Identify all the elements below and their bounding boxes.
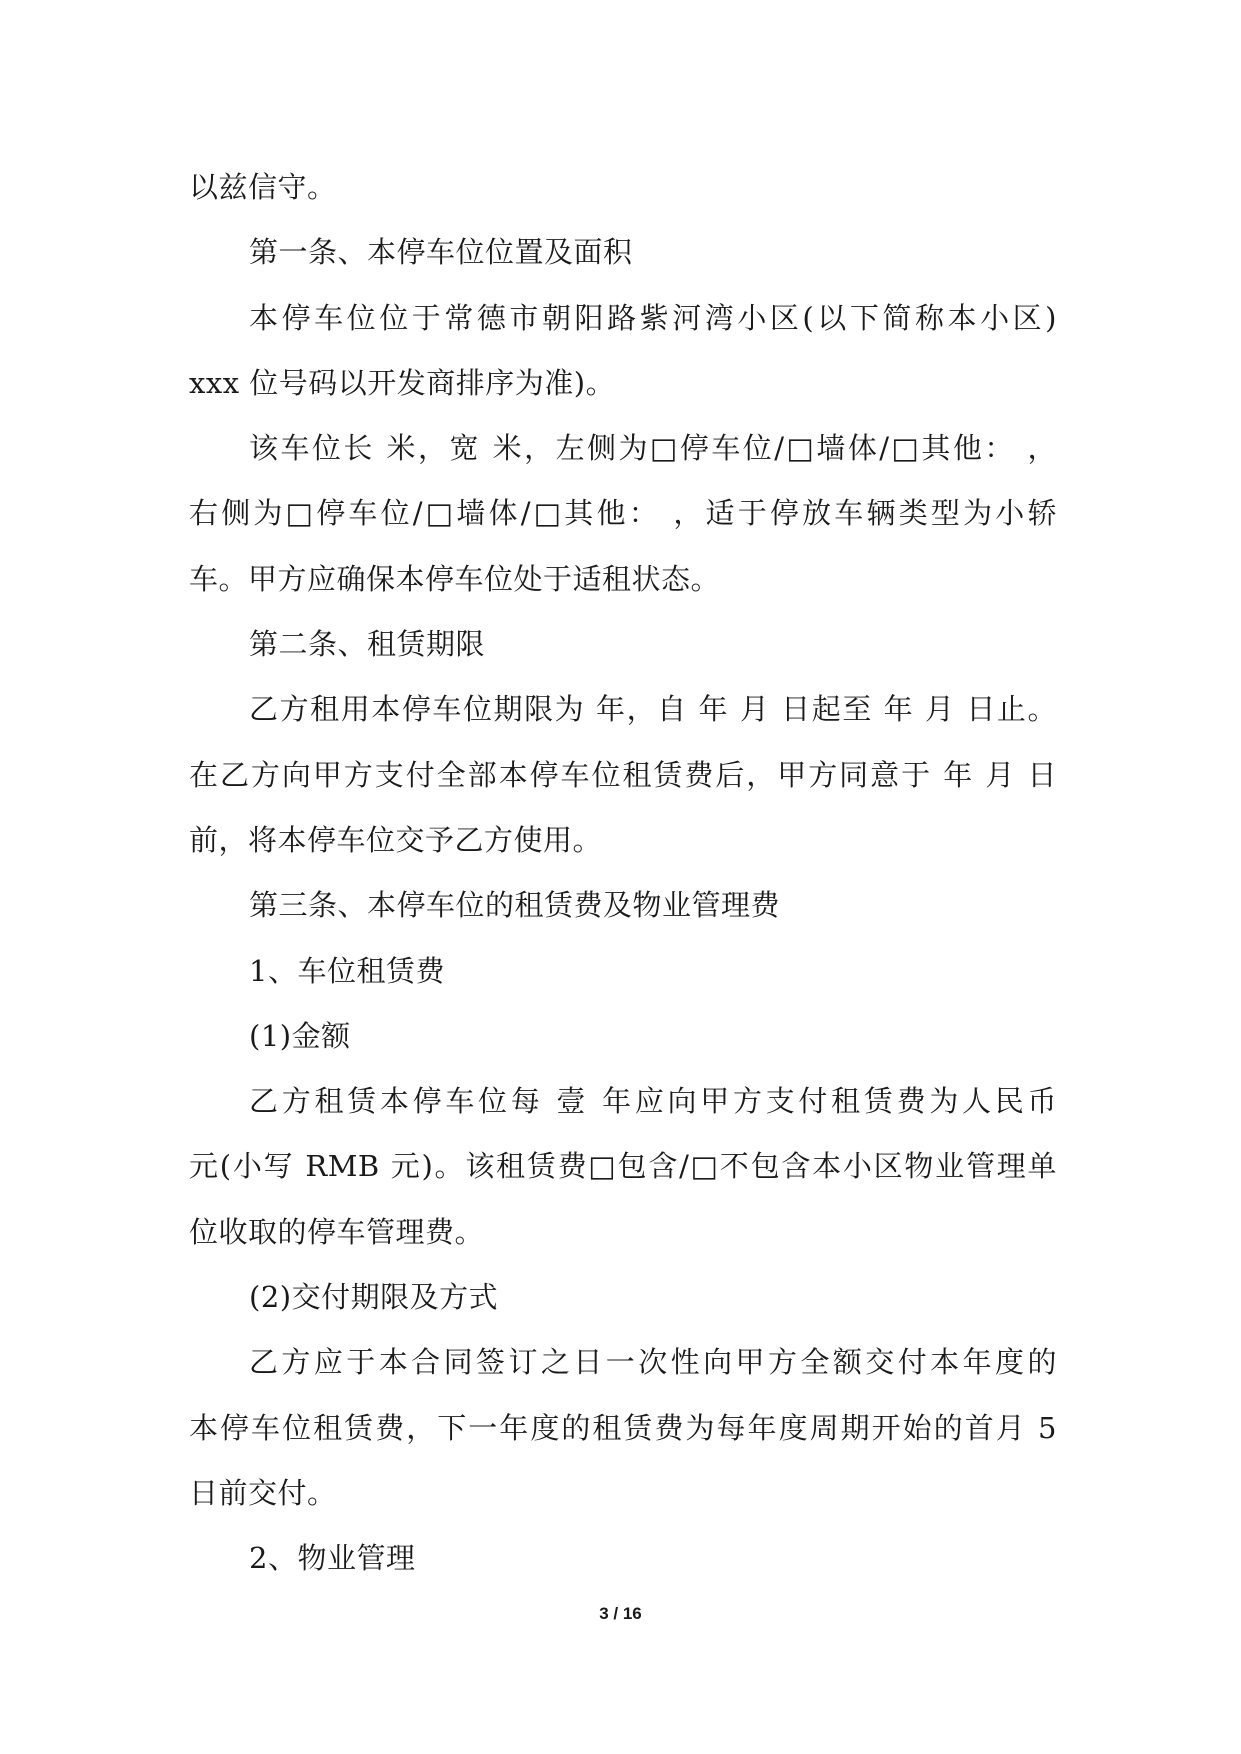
text-line: 在乙方向甲方支付全部本停车位租赁费后，甲方同意于 年 月 日 (189, 757, 1057, 792)
text-line: 2、物业管理 (249, 1541, 416, 1576)
text-line: 乙方租用本停车位期限为 年，自 年 月 日起至 年 月 日止。 (249, 692, 1057, 727)
text-line: 本停车位租赁费，下一年度的租赁费为每年度周期开始的首月 5 (189, 1410, 1057, 1445)
text-line: 以兹信守。 (189, 170, 337, 204)
text-line: 1、车位租赁费 (249, 953, 445, 988)
text-line: 本停车位位于常德市朝阳路紫河湾小区(以下简称本小区) (249, 300, 1057, 335)
text-line: xxx 位号码以开发商排序为准)。 (189, 365, 616, 400)
text-line: 该车位长 米，宽 米，左侧为□停车位/□墙体/□其他： ， (249, 431, 1057, 466)
text-line: (2)交付期限及方式 (249, 1280, 499, 1315)
text-line: (1)金额 (249, 1018, 351, 1053)
text-line: 第三条、本停车位的租赁费及物业管理费 (249, 888, 781, 923)
text-line: 乙方应于本合同签订之日一次性向甲方全额交付本年度的 (249, 1345, 1057, 1380)
document-body (189, 155, 1057, 1592)
text-line: 第二条、租赁期限 (249, 627, 486, 662)
text-line: 日前交付。 (189, 1475, 337, 1510)
text-line: 右侧为□停车位/□墙体/□其他： ，适于停放车辆类型为小轿 (189, 496, 1057, 531)
text-line: 元(小写 RMB 元)。该租赁费□包含/□不包含本小区物业管理单 (189, 1149, 1057, 1184)
text-line: 前，将本停车位交予乙方使用。 (189, 822, 603, 857)
text-line: 乙方租赁本停车位每 壹 年应向甲方支付租赁费为人民币 (249, 1084, 1057, 1119)
text-line: 位收取的停车管理费。 (189, 1214, 485, 1249)
text-line: 第一条、本停车位位置及面积 (249, 235, 633, 270)
page-number: 3 / 16 (599, 1604, 642, 1623)
text-line: 车。甲方应确保本停车位处于适租状态。 (189, 561, 721, 596)
